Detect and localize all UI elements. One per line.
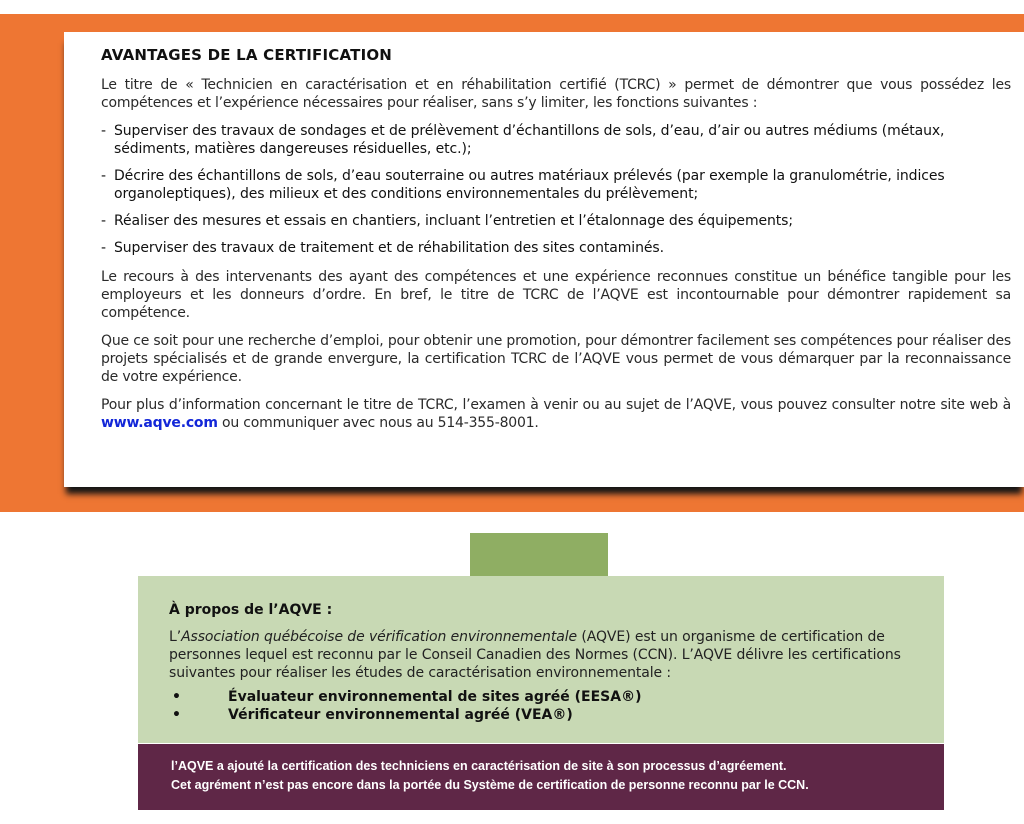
website-link[interactable]: www.aqve.com (101, 415, 218, 431)
career-paragraph: Que ce soit pour une recherche d’emploi, pour obtenir une promotion, pour démontrer facilement ses compétences pour réaliser des projets spécialisés et de grande envergure, la certification TCRC de l’AQVE vous permet de vous démarquer par la reconnaissance de votre expérience. (101, 333, 1011, 385)
certification-item (169, 706, 914, 724)
certification-name: Évaluateur environnemental de sites agréé (EESA®) (228, 689, 642, 705)
certification-content (101, 46, 1011, 442)
function-text: Décrire des échantillons de sols, d’eau souterraine ou autres matériaux prélevés (par exemple la granulométrie, indices organoleptiques), des milieux et des conditions environnementales du prélèvement; (114, 168, 945, 202)
certification-name: Vérificateur environnemental agréé (VEA®) (228, 707, 573, 723)
dash-marker: - (101, 123, 106, 139)
dash-marker: - (101, 168, 106, 184)
contact-text-after-link: ou communiquer avec nous au 514-355-8001. (217, 415, 539, 431)
about-intro-prefix: L’ (169, 629, 182, 645)
about-content (169, 602, 914, 724)
notice-line-1: l’AQVE a ajouté la certification des techniciens en caractérisation de site à son processus d’agréement. (171, 759, 787, 773)
accreditation-notice (171, 757, 931, 795)
certification-card (64, 32, 1024, 487)
accreditation-notice-box (138, 744, 944, 810)
recognition-paragraph: Le recours à des intervenants des ayant des compétences et une expérience reconnues constitue un bénéfice tangible pour les employeurs et les donneurs d’ordre. En bref, le titre de TCRC de l’AQVE est incontournable pour démontrer rapidement sa compétence. (101, 269, 1011, 321)
about-box (138, 576, 944, 743)
dash-marker: - (101, 213, 106, 229)
functions-list (101, 122, 1011, 257)
contact-text-before-link: Pour plus d’information concernant le titre de TCRC, l’examen à venir ou au sujet de l’AQVE, vous pouvez consulter notre site web à (101, 397, 1011, 413)
function-item (101, 167, 1011, 203)
about-heading: À propos de l’AQVE : (169, 602, 333, 618)
bullet-marker: • (172, 707, 181, 723)
certification-item (169, 688, 914, 706)
function-text: Superviser des travaux de traitement et de réhabilitation des sites contaminés. (114, 240, 664, 256)
function-item (101, 239, 1011, 257)
function-text: Réaliser des mesures et essais en chantiers, incluant l’entretien et l’étalonnage des équipements; (114, 213, 793, 229)
notice-line-2: Cet agrément n’est pas encore dans la portée du Système de certification de personne reconnu par le CCN. (171, 778, 809, 792)
certification-heading: AVANTAGES DE LA CERTIFICATION (101, 46, 393, 64)
green-tab-decoration (470, 533, 608, 578)
function-item (101, 122, 1011, 158)
certification-intro: Le titre de « Technicien en caractérisation et en réhabilitation certifié (TCRC) » permet de démontrer que vous possédez les compétences et l’expérience nécessaires pour réaliser, sans s’y limiter, les fonctions suivantes : (101, 77, 1011, 111)
organization-name: Association québécoise de vérification environnementale (181, 629, 578, 645)
contact-paragraph (101, 396, 1011, 432)
certifications-list (169, 688, 914, 724)
function-text: Superviser des travaux de sondages et de prélèvement d’échantillons de sols, d’eau, d’air ou autres médiums (métaux, sédiments, matières dangereuses résiduelles, etc.); (114, 123, 945, 157)
dash-marker: - (101, 240, 106, 256)
about-intro-rest: (AQVE) est un organisme de certification de personnes lequel est reconnu par le Conseil Canadien des Normes (CCN). L’AQVE délivre les certifications suivantes pour réaliser les études de caractérisation environnementale : (169, 629, 901, 681)
bullet-marker: • (172, 689, 181, 705)
about-intro (169, 628, 914, 682)
function-item (101, 212, 1011, 230)
